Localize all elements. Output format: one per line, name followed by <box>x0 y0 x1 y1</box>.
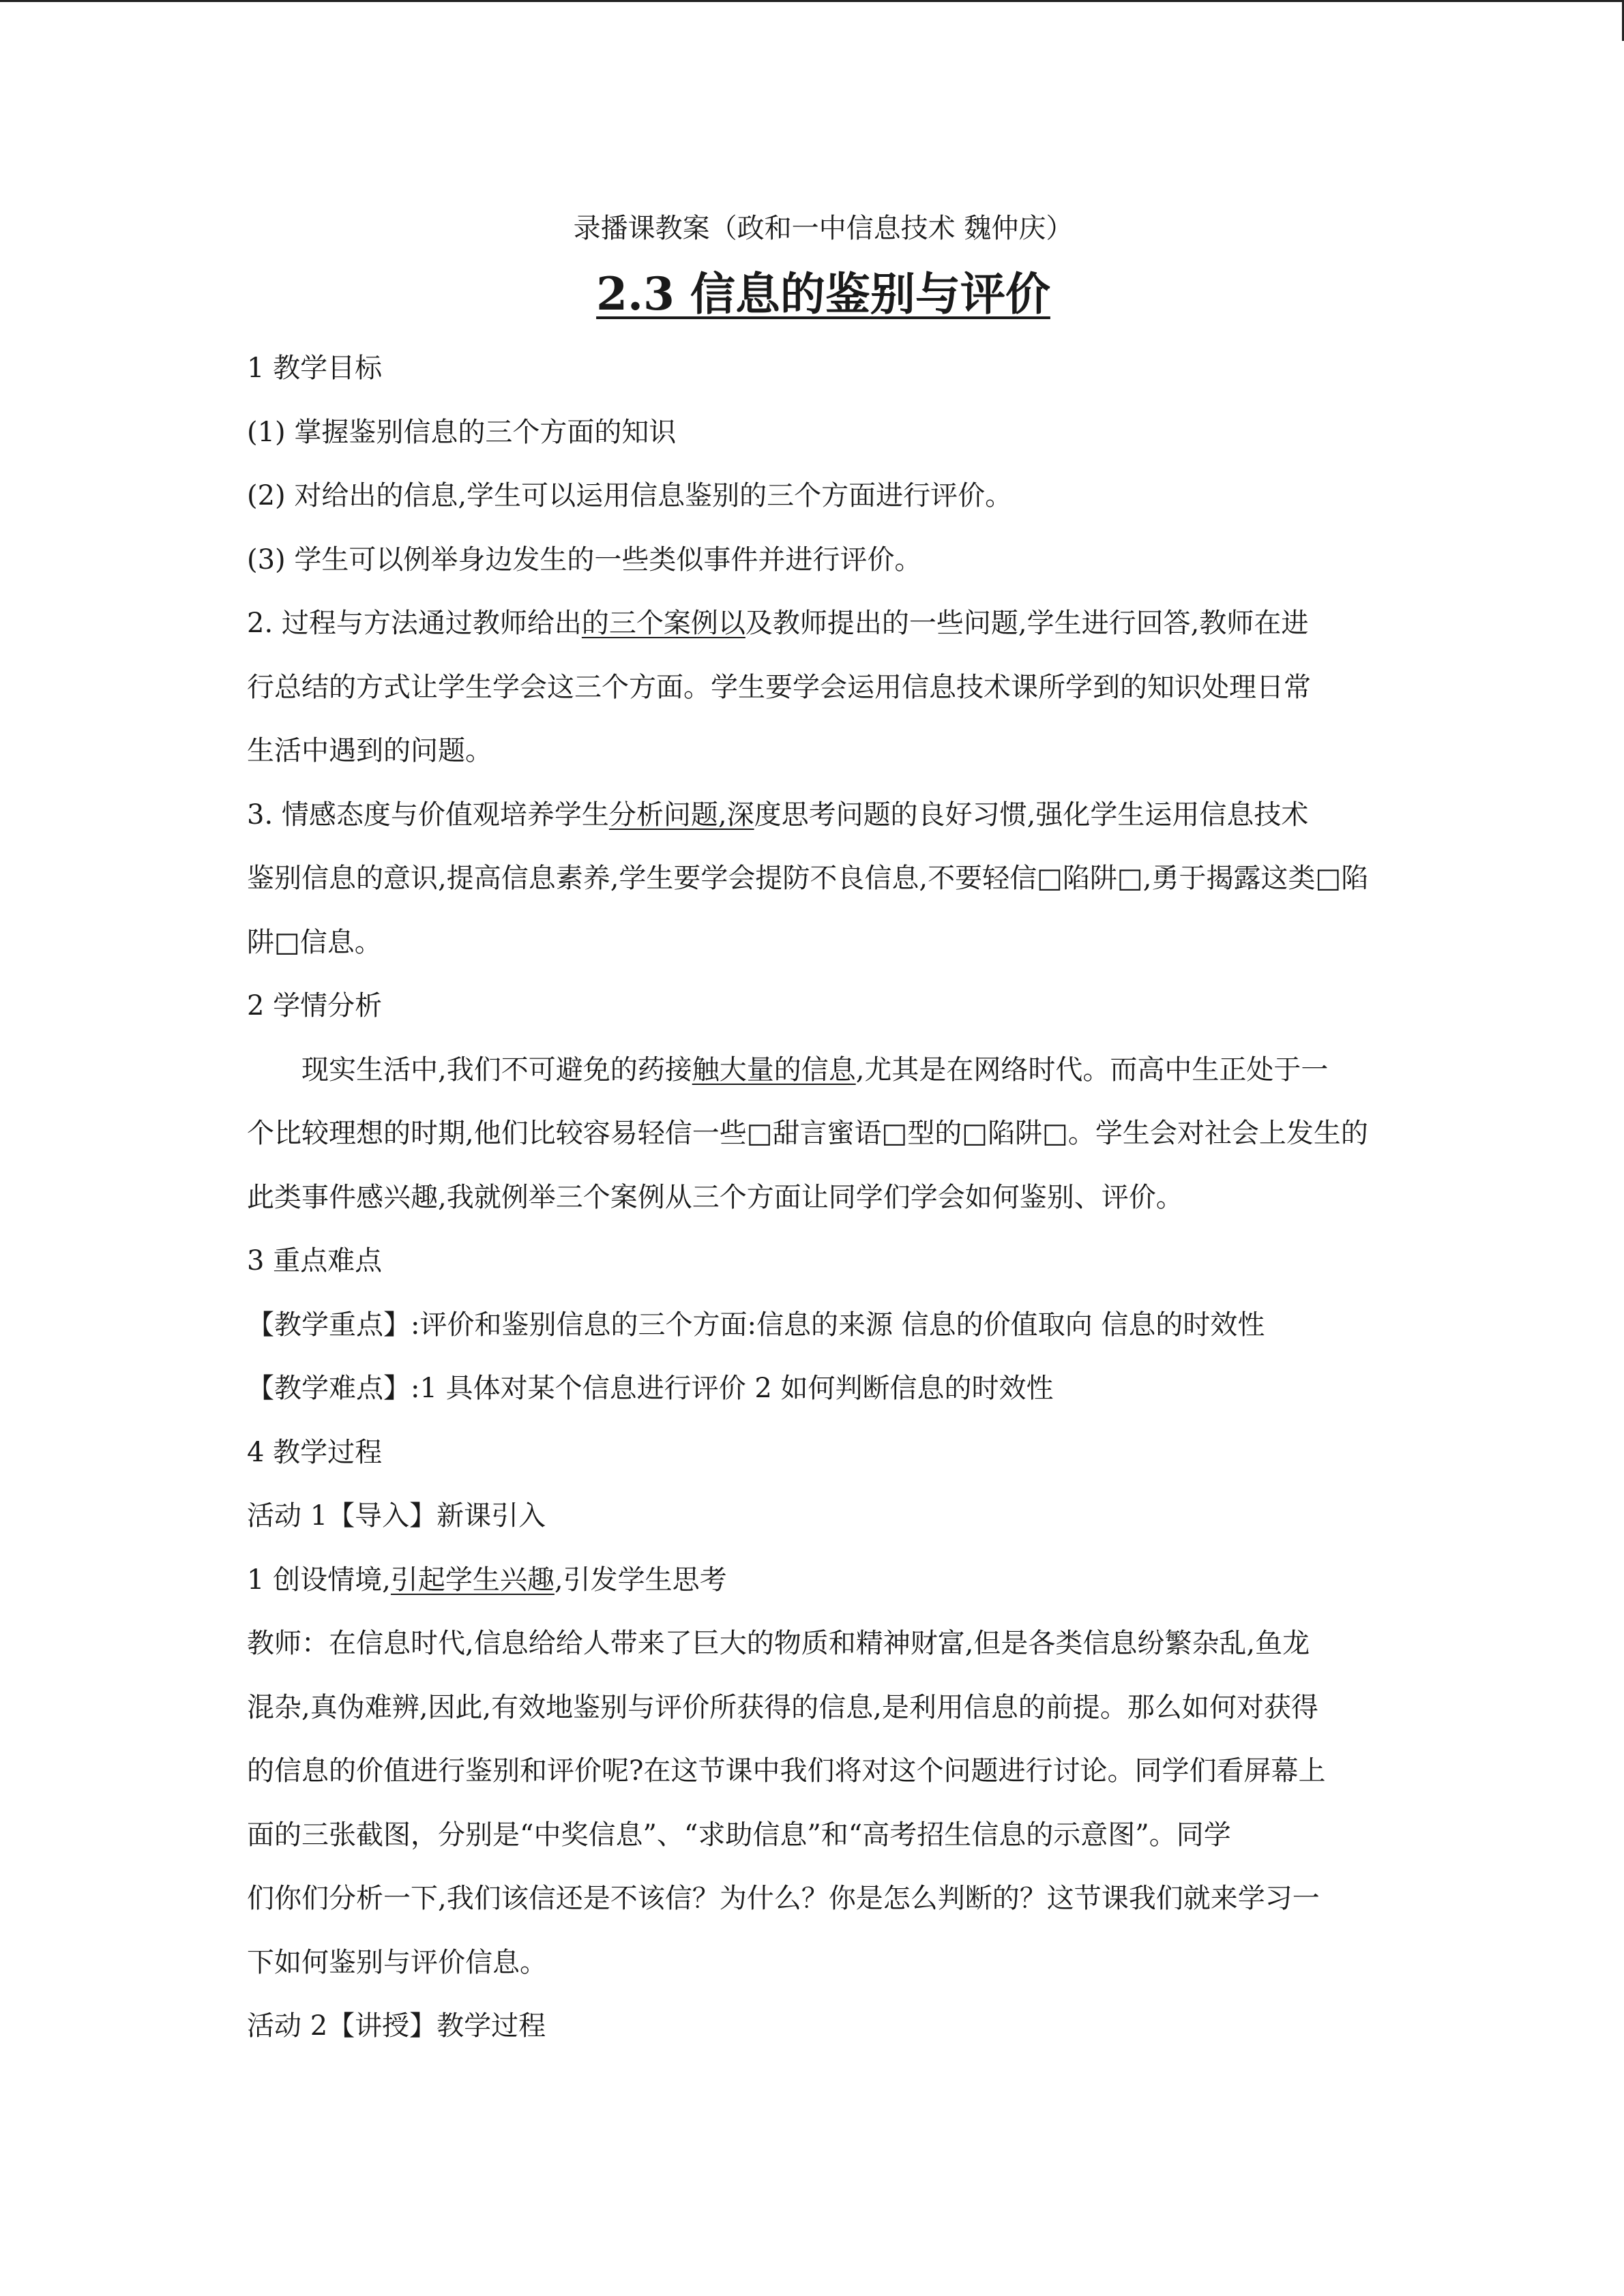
emotion-line-3: 阱□信息。 <box>247 926 382 958</box>
activity-1-heading: 活动 1【导入】新课引入 <box>247 1500 546 1532</box>
emotion-line-2: 鉴别信息的意识,提高信息素养,学生要学会提防不良信息,不要轻信□陷阱□,勇于揭露这类□陷 <box>247 863 1369 894</box>
intro-text-b: ,引发学生思考 <box>554 1564 727 1596</box>
teacher-line-2: 混杂,真伪难辨,因此,有效地鉴别与评价所获得的信息,是利用信息的前提。那么如何对获得 <box>247 1691 1318 1723</box>
document-title: 2.3 信息的鉴别与评价 <box>596 267 1050 320</box>
page-top-border <box>0 0 1624 2</box>
goal-item-2: (2) 对给出的信息,学生可以运用信息鉴别的三个方面进行评价。 <box>247 480 1013 511</box>
teacher-line-5: 们你们分析一下,我们该信还是不该信？为什么？你是怎么判断的？这节课我们就来学习一 <box>247 1883 1320 1914</box>
activity-2-heading: 活动 2【讲授】教学过程 <box>247 2010 546 2042</box>
process-method-text-a: 2. 过程与方法通过教师给出 <box>247 608 582 639</box>
emotion-text-a: 3. 情感态度与价值观培养学生 <box>247 799 609 831</box>
intro-underlined: 引起学生兴趣 <box>390 1564 555 1596</box>
analysis-text-a: 现实生活中,我们不可避免的药接 <box>301 1054 692 1086</box>
process-method-line-1 <box>247 592 1379 656</box>
goal-item-1: (1) 掌握鉴别信息的三个方面的知识 <box>247 416 677 448</box>
analysis-line-3: 此类事件感兴趣,我就例举三个案例从三个方面让同学们学会如何鉴别、评价。 <box>247 1181 1183 1213</box>
emotion-underlined: 分析问题,深 <box>608 799 754 831</box>
teacher-line-1: 教师：在信息时代,信息给给人带来了巨大的物质和精神财富,但是各类信息纷繁杂乱,鱼龙 <box>247 1628 1310 1659</box>
goals-heading: 1 教学目标 <box>247 353 383 384</box>
teacher-line-6: 下如何鉴别与评价信息。 <box>247 1946 547 1978</box>
intro-line <box>247 1549 1379 1613</box>
process-method-underlined: 的三个案例以 <box>581 608 745 639</box>
goal-item-3: (3) 学生可以例举身边发生的一些类似事件并进行评价。 <box>247 543 922 576</box>
analysis-line-2: 个比较理想的时期,他们比较容易轻信一些□甜言蜜语□型的□陷阱□。学生会对社会上发生的 <box>247 1118 1368 1149</box>
key-point: 【教学重点】:评价和鉴别信息的三个方面:信息的来源 信息的价值取向 信息的时效性 <box>247 1309 1265 1341</box>
document-subtitle: 录播课教案（政和一中信息技术 魏仲庆） <box>573 213 1074 244</box>
document-body <box>247 205 1379 2059</box>
analysis-underlined: 触大量的信息 <box>692 1054 856 1086</box>
teacher-line-3: 的信息的价值进行鉴别和评价呢?在这节课中我们将对这个问题进行讨论。同学们看屏幕上 <box>247 1755 1326 1787</box>
analysis-heading: 2 学情分析 <box>247 990 383 1022</box>
analysis-line-1 <box>247 1039 1379 1103</box>
process-method-line-2: 行总结的方式让学生学会这三个方面。学生要学会运用信息技术课所学到的知识处理日常 <box>247 671 1311 703</box>
analysis-text-b: ,尤其是在网络时代。而高中生正处于一 <box>855 1054 1329 1086</box>
emotion-line-1 <box>247 784 1379 848</box>
emotion-text-b: 度思考问题的良好习惯,强化学生运用信息技术 <box>754 799 1309 831</box>
key-heading: 3 重点难点 <box>247 1245 383 1277</box>
process-heading: 4 教学过程 <box>247 1436 383 1468</box>
difficult-point: 【教学难点】:1 具体对某个信息进行评价 2 如何判断信息的时效性 <box>247 1373 1054 1404</box>
process-method-line-3: 生活中遇到的问题。 <box>247 735 492 766</box>
intro-text-a: 1 创设情境, <box>247 1564 391 1596</box>
teacher-line-4: 面的三张截图，分别是“中奖信息”、“求助信息”和“高考招生信息的示意图”。同学 <box>247 1819 1231 1851</box>
process-method-text-b: 及教师提出的一些问题,学生进行回答,教师在进 <box>745 608 1309 639</box>
